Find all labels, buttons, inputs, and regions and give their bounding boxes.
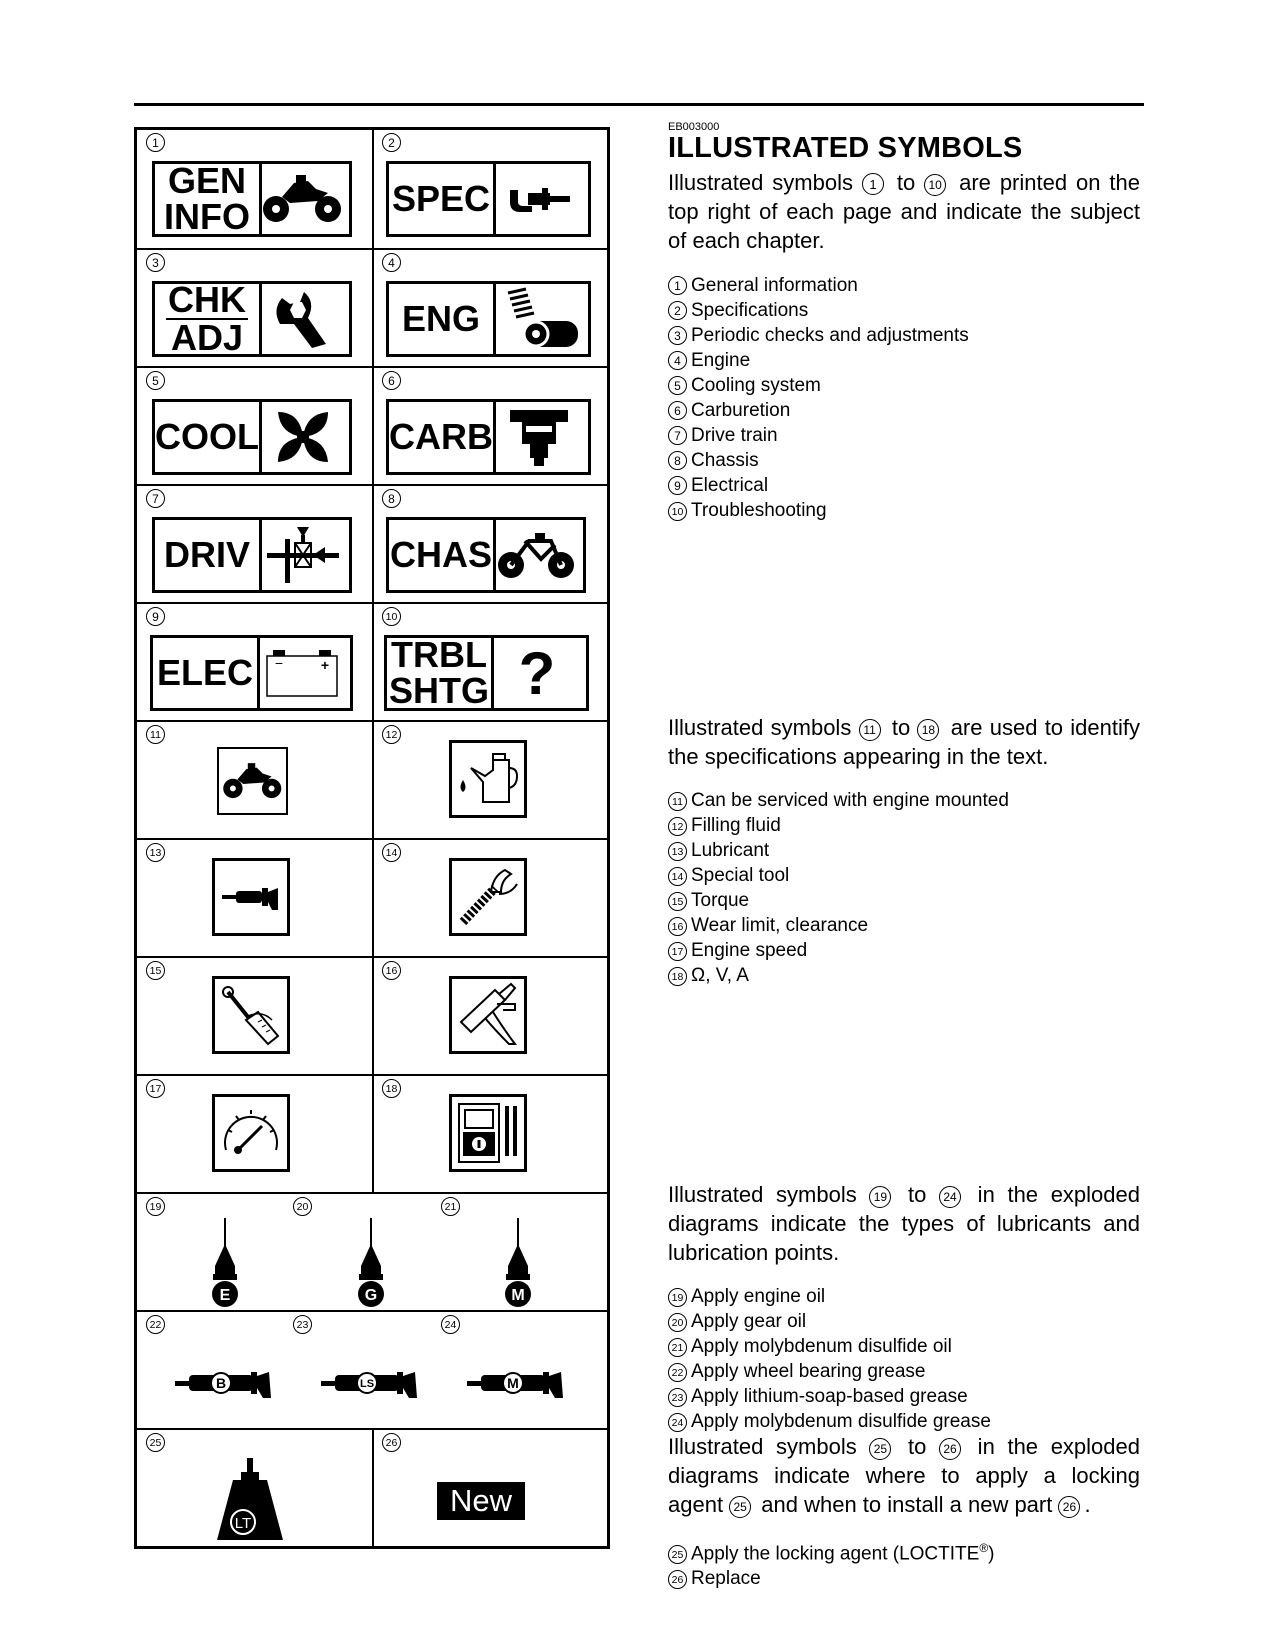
item-text: Apply molybdenum disulfide grease <box>691 1411 991 1432</box>
info-label: INFO <box>164 196 250 237</box>
chassis-icon <box>490 520 583 590</box>
symbol-number: 5 <box>146 371 169 390</box>
ls-label: LS <box>359 1378 375 1390</box>
atv-icon <box>256 164 349 234</box>
symbol-number: 15 <box>146 961 169 980</box>
item-number: 5 <box>668 376 687 395</box>
fan-icon <box>256 402 349 472</box>
cool-symbol <box>152 399 352 475</box>
item-text: Apply lithium-soap-based grease <box>691 1386 968 1407</box>
e-label: E <box>219 1287 231 1304</box>
symbol-number: 17 <box>146 1079 169 1098</box>
engine-speed-icon <box>212 1094 290 1172</box>
item-number: 11 <box>668 792 687 811</box>
grid-row-4 <box>137 484 607 602</box>
item-number: 7 <box>668 426 687 445</box>
engine-icon <box>490 284 588 354</box>
carb-symbol <box>386 399 591 475</box>
trbl-label: TRBL <box>391 634 487 675</box>
item-number: 14 <box>668 867 687 886</box>
list-item <box>668 473 1140 498</box>
grid-row-11 <box>137 1310 607 1428</box>
grid-row-6 <box>137 720 607 838</box>
tool-icon <box>490 164 588 234</box>
item-text: Special tool <box>691 865 790 886</box>
list-item <box>668 323 1140 348</box>
torque-icon <box>212 976 290 1054</box>
elec-symbol <box>150 635 353 711</box>
grid-row-2 <box>137 248 607 366</box>
lubricant-icon <box>212 858 290 936</box>
section1-list <box>668 273 1140 523</box>
spec-symbol <box>386 161 591 237</box>
section3-paragraph: Illustrated symbols 19 to 24 in the exploded diagrams indicate the types of lubricants and lubrication points. <box>668 1182 1140 1265</box>
chk-label: CHK <box>168 279 246 320</box>
item-text: Apply engine oil <box>691 1286 826 1307</box>
section4-list <box>668 1536 1140 1591</box>
symbol-number: 10 <box>382 607 405 626</box>
chas-label: CHAS <box>389 534 492 575</box>
list-item <box>668 373 1140 398</box>
grid-row-12 <box>137 1428 607 1546</box>
symbol-number: 7 <box>146 489 169 508</box>
section1-paragraph: Illustrated symbols 1 to 10 are printed on the top right of each page and indicate the subject of each chapter. <box>668 170 1140 253</box>
item-text: General information <box>691 275 858 296</box>
item-text: Engine <box>691 350 751 371</box>
symbol-number: 8 <box>382 489 405 508</box>
item-text: Electrical <box>691 475 769 496</box>
item-text: Lubricant <box>691 840 770 861</box>
list-item <box>668 448 1140 473</box>
item-number: 16 <box>668 917 687 936</box>
list-item <box>668 938 1140 963</box>
doc-code: EB003000 <box>668 121 720 133</box>
list-item <box>668 1384 1140 1409</box>
symbol-number: 25 <box>146 1433 169 1452</box>
spec-label: SPEC <box>391 178 491 219</box>
m-label: M <box>507 1375 519 1391</box>
molybdenum-oil-icon <box>498 1218 538 1313</box>
chk-adj-symbol <box>152 281 352 357</box>
engine-oil-icon <box>205 1218 245 1313</box>
list-item <box>668 1309 1140 1334</box>
lithium-grease-icon <box>321 1366 421 1407</box>
gen-label: GEN <box>167 160 246 201</box>
grid-row-7 <box>137 838 607 956</box>
item-text: Drive train <box>691 425 778 446</box>
list-item <box>668 1284 1140 1309</box>
symbol-number: 6 <box>382 371 405 390</box>
item-number: 17 <box>668 942 687 961</box>
elec-label: ELEC <box>156 652 253 693</box>
symbol-number: 18 <box>382 1079 405 1098</box>
item-number: 24 <box>668 1413 687 1432</box>
grid-row-8 <box>137 956 607 1074</box>
section4-paragraph: Illustrated symbols 25 to 26 in the exploded diagrams indicate where to apply a locking agent 25 and when to install a new part 26 . <box>668 1434 1140 1517</box>
eng-symbol <box>386 281 591 357</box>
list-item <box>668 498 1140 523</box>
item-number: 6 <box>668 401 687 420</box>
item-text: Ω, V, A <box>691 965 749 986</box>
list-item <box>668 788 1140 813</box>
top-rule <box>134 103 1144 106</box>
item-number: 2 <box>668 301 687 320</box>
symbol-number: 9 <box>146 607 169 626</box>
caliper-icon <box>449 976 527 1054</box>
section2-list <box>668 788 1140 988</box>
item-text: Periodic checks and adjustments <box>691 325 969 346</box>
item-text: Apply wheel bearing grease <box>691 1361 926 1382</box>
cool-label: COOL <box>155 416 259 457</box>
item-text: Apply molybdenum disulfide oil <box>691 1336 952 1357</box>
wrench-icon <box>256 284 349 354</box>
symbol-number: 1 <box>146 133 169 152</box>
symbol-number: 14 <box>382 843 405 862</box>
item-number: 21 <box>668 1338 687 1357</box>
list-item <box>668 298 1140 323</box>
symbol-number: 2 <box>382 133 405 152</box>
symbol-number: 21 <box>441 1197 464 1216</box>
wheel-bearing-grease-icon <box>175 1366 275 1407</box>
item-number: 8 <box>668 451 687 470</box>
grid-row-5 <box>137 602 607 720</box>
list-item <box>668 963 1140 988</box>
plus-sign: + <box>320 657 330 673</box>
page-title: ILLUSTRATED SYMBOLS <box>668 132 1023 164</box>
item-text: Specifications <box>691 300 809 321</box>
list-item <box>668 273 1140 298</box>
item-number: 15 <box>668 892 687 911</box>
list-item <box>668 423 1140 448</box>
symbol-number: 20 <box>293 1197 316 1216</box>
symbol-number: 16 <box>382 961 405 980</box>
item-number: 18 <box>668 967 687 986</box>
list-item: 26 Replace <box>668 1566 1140 1591</box>
item-number: 10 <box>668 502 687 521</box>
symbol-number: 3 <box>146 253 169 272</box>
item-text: Chassis <box>691 450 759 471</box>
list-item <box>668 1334 1140 1359</box>
item-number: 20 <box>668 1313 687 1332</box>
item-number: 13 <box>668 842 687 861</box>
symbol-number: 12 <box>382 725 405 744</box>
item-text: Apply gear oil <box>691 1311 807 1332</box>
list-item <box>668 398 1140 423</box>
item-text: Wear limit, clearance <box>691 915 869 936</box>
list-item <box>668 838 1140 863</box>
item-number: 4 <box>668 351 687 370</box>
list-item <box>668 348 1140 373</box>
new-label: New <box>449 1483 512 1518</box>
symbol-number: 11 <box>146 725 169 744</box>
chas-symbol <box>386 517 586 593</box>
new-part-icon <box>437 1482 525 1520</box>
list-item <box>668 888 1140 913</box>
symbol-number: 13 <box>146 843 169 862</box>
symbol-number: 24 <box>441 1315 464 1334</box>
adj-label: ADJ <box>170 317 244 358</box>
question-icon: ? <box>518 639 556 707</box>
driv-symbol <box>152 517 352 593</box>
symbol-number: 26 <box>382 1433 405 1452</box>
list-item <box>668 813 1140 838</box>
item-text: Troubleshooting <box>691 500 827 521</box>
item-number: 1 <box>668 276 687 295</box>
engine-mounted-icon <box>217 747 288 815</box>
g-label: G <box>364 1287 378 1304</box>
gear-oil-icon <box>351 1218 391 1313</box>
molybdenum-grease-icon <box>467 1366 567 1407</box>
item-text: Engine speed <box>691 940 808 961</box>
item-text: Can be serviced with engine mounted <box>691 790 1009 811</box>
lt-label: LT <box>234 1515 252 1532</box>
filling-fluid-icon <box>449 740 527 818</box>
shtg-label: SHTG <box>388 670 489 711</box>
symbol-number: 23 <box>293 1315 316 1334</box>
symbol-number: 22 <box>146 1315 169 1334</box>
gen-info-symbol <box>152 161 352 237</box>
multimeter-icon <box>449 1094 527 1172</box>
item-text: Filling fluid <box>691 815 781 836</box>
m-label: M <box>511 1287 525 1304</box>
item-number: 9 <box>668 476 687 495</box>
locking-agent-icon <box>213 1458 287 1549</box>
item-number: 19 <box>668 1288 687 1307</box>
drive-train-icon <box>256 520 349 590</box>
eng-label: ENG <box>401 298 480 339</box>
symbol-grid <box>134 127 610 1549</box>
list-item: 25 Apply the locking agent (LOCTITE®) <box>668 1536 1140 1566</box>
list-item <box>668 913 1140 938</box>
list-item <box>668 1359 1140 1384</box>
item-number: 12 <box>668 817 687 836</box>
carb-label: CARB <box>389 416 493 457</box>
carburetor-icon <box>490 402 588 472</box>
grid-row-1 <box>137 130 607 248</box>
item-text: Carburetion <box>691 400 791 421</box>
grid-row-10 <box>137 1192 607 1310</box>
driv-label: DRIV <box>163 534 250 575</box>
item-number: 22 <box>668 1363 687 1382</box>
b-label: B <box>215 1375 227 1391</box>
section3-list <box>668 1284 1140 1434</box>
minus-sign: − <box>274 655 284 671</box>
battery-icon <box>254 638 350 708</box>
list-item <box>668 863 1140 888</box>
item-text: Cooling system <box>691 375 821 396</box>
symbol-number: 19 <box>146 1197 169 1216</box>
symbol-number: 4 <box>382 253 405 272</box>
grid-row-9 <box>137 1074 607 1192</box>
item-number: 23 <box>668 1388 687 1407</box>
list-item <box>668 1409 1140 1434</box>
item-text: Torque <box>691 890 750 911</box>
section2-paragraph: Illustrated symbols 11 to 18 are used to identify the specifications appearing in the text. <box>668 715 1140 769</box>
special-tool-icon <box>449 858 527 936</box>
grid-row-3 <box>137 366 607 484</box>
trbl-shtg-symbol <box>384 635 589 711</box>
item-number: 3 <box>668 326 687 345</box>
